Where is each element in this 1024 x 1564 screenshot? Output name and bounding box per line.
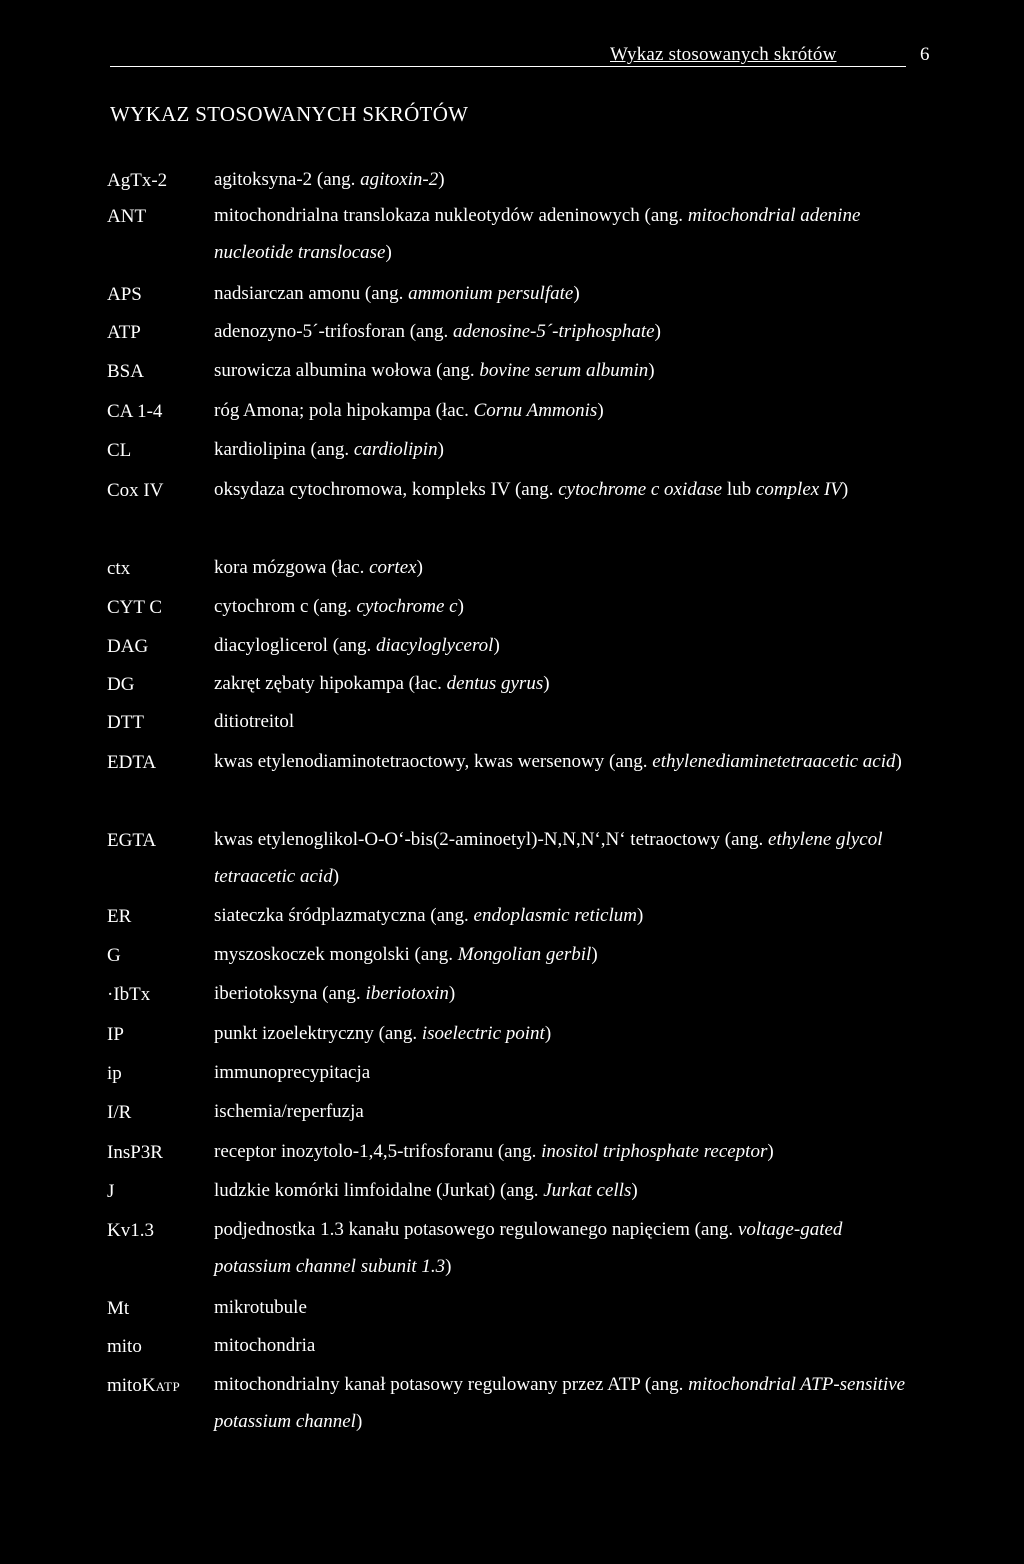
abbreviation-definition xyxy=(214,588,914,625)
abbreviation-definition xyxy=(214,897,914,934)
definition-text: ludzkie komórki limfoidalne (Jurkat) (ang. xyxy=(214,1180,544,1201)
abbreviation xyxy=(107,401,162,423)
abbreviation xyxy=(107,752,156,774)
abbreviation xyxy=(107,170,167,192)
definition-text: mitochondrialna translokaza nukleotydów adeninowych (ang. xyxy=(214,205,688,226)
abbreviation xyxy=(107,984,150,1006)
abbreviation xyxy=(107,284,142,306)
definition-italic-term: complex IV xyxy=(755,479,842,500)
abbreviation-text: J xyxy=(107,1181,115,1202)
abbreviation-text: ANT xyxy=(107,206,147,227)
definition-text: ) xyxy=(448,983,456,1004)
definition-text: adenozyno-5´-trifosforan (ang. xyxy=(214,321,453,342)
abbreviation-definition xyxy=(214,627,914,664)
abbreviation-text: I/R xyxy=(107,1102,132,1123)
abbreviation-text: CYT C xyxy=(107,597,163,618)
definition-text: diacyloglicerol (ang. xyxy=(214,635,376,656)
abbreviation-text: ·IbTx xyxy=(107,984,151,1005)
definition-italic-term: Jurkat cells xyxy=(543,1180,632,1201)
definition-text: ) xyxy=(648,360,655,381)
definition-italic-term: dentus gyrus xyxy=(446,673,544,694)
definition-text: ) xyxy=(841,479,849,500)
definition-italic-term: mitochondrial adenine nucleotide translocase xyxy=(214,205,861,263)
definition-italic-term: bovine serum albumin xyxy=(479,360,649,381)
definition-text: ) xyxy=(437,439,444,460)
definition-italic-term: voltage-gated potassium channel subunit 1.3 xyxy=(214,1219,843,1277)
abbreviation xyxy=(107,1102,131,1124)
definition-italic-term: Cornu Ammonis xyxy=(473,400,598,421)
abbreviation xyxy=(107,906,131,928)
abbreviation-definition xyxy=(214,275,914,312)
definition-italic-term: mitochondrial ATP-sensitive potassium channel xyxy=(214,1374,906,1432)
definition-text: ) xyxy=(445,1256,452,1277)
definition-italic-term: ethylene glycol tetraacetic acid xyxy=(214,829,883,887)
definition-italic-term: cytochrome c xyxy=(356,596,458,617)
abbreviation-text: DG xyxy=(107,674,135,695)
definition-text: mitochondrialny kanał potasowy regulowany przez ATP (ang. xyxy=(214,1374,689,1395)
definition-text: cytochrom c (ang. xyxy=(214,596,357,617)
definition-text: ) xyxy=(636,905,644,926)
definition-text: nadsiarczan amonu (ang. xyxy=(214,283,409,304)
abbreviation-text: APS xyxy=(107,284,142,305)
abbreviation-text: EDTA xyxy=(107,752,157,773)
abbreviation-text: ATP xyxy=(107,322,141,343)
abbreviation-definition xyxy=(214,821,914,895)
definition-italic-term: endoplasmic reticlum xyxy=(473,905,637,926)
definition-italic-term: adenosine-5´-triphosphate xyxy=(452,321,655,342)
running-title: Wykaz stosowanych skrótów xyxy=(610,44,837,65)
abbreviation xyxy=(107,1063,122,1085)
abbreviation xyxy=(107,1220,154,1242)
definition-text: immunoprecypitacja xyxy=(214,1062,371,1083)
definition-text: ischemia/reperfuzja xyxy=(214,1101,364,1122)
definition-text: ) xyxy=(416,557,423,578)
abbreviation-definition xyxy=(214,161,914,198)
definition-text: ) xyxy=(767,1141,774,1162)
abbreviation-text: G xyxy=(107,945,121,966)
abbreviation xyxy=(107,1142,163,1164)
abbreviation xyxy=(107,558,130,580)
definition-italic-term: ammonium persulfate xyxy=(408,283,574,304)
abbreviation xyxy=(107,1181,114,1203)
definition-text: myszoskoczek mongolski (ang. xyxy=(214,944,458,965)
abbreviation-definition xyxy=(214,549,914,586)
definition-text: surowicza albumina wołowa (ang. xyxy=(214,360,480,381)
definition-text: oksydaza cytochromowa, kompleks IV (ang. xyxy=(214,479,559,500)
definition-text: iberiotoksyna (ang. xyxy=(214,983,366,1004)
abbreviation xyxy=(107,1298,129,1320)
abbreviation-definition xyxy=(214,1211,914,1285)
abbreviation-text: BSA xyxy=(107,361,144,382)
definition-text: kora mózgowa (łac. xyxy=(214,557,370,578)
definition-text: ) xyxy=(543,673,550,694)
definition-text: ) xyxy=(332,866,340,887)
abbreviation-definition xyxy=(214,392,914,429)
abbreviation-text: InsP3R xyxy=(107,1142,163,1163)
definition-text: ) xyxy=(597,400,604,421)
abbreviation-text: ER xyxy=(107,906,132,927)
abbreviation-text: mitoK xyxy=(107,1375,156,1396)
abbreviation-definition xyxy=(214,936,914,973)
definition-text: receptor inozytolo-1,4,5-trifosforanu (ang. xyxy=(214,1141,542,1162)
definition-text: punkt izoelektryczny (ang. xyxy=(214,1023,422,1044)
abbreviation-definition xyxy=(214,1289,914,1326)
abbreviation xyxy=(107,1336,142,1358)
abbreviation-definition xyxy=(214,743,914,780)
definition-italic-term: isoelectric point xyxy=(421,1023,545,1044)
abbreviation xyxy=(107,480,163,502)
abbreviation xyxy=(107,712,144,734)
definition-text: róg Amona; pola hipokampa (łac. xyxy=(214,400,474,421)
abbreviation xyxy=(107,361,144,383)
abbreviation-definition xyxy=(214,703,914,740)
abbreviation-text: ip xyxy=(107,1063,122,1084)
definition-italic-term: ethylenediaminetetraacetic acid xyxy=(652,751,896,772)
definition-text: ) xyxy=(385,242,392,263)
definition-italic-term: cytochrome c oxidase xyxy=(558,479,723,500)
abbreviation-subscript: ATP xyxy=(155,1379,181,1394)
abbreviation-definition xyxy=(214,313,914,350)
abbreviation-definition xyxy=(214,1093,914,1130)
definition-text: mikrotubule xyxy=(214,1297,307,1318)
abbreviation-definition xyxy=(214,1327,914,1364)
abbreviation-text: CL xyxy=(107,440,132,461)
definition-text: ) xyxy=(438,169,445,190)
abbreviation-definition xyxy=(214,1015,914,1052)
abbreviation-text: AgTx-2 xyxy=(107,170,168,191)
abbreviation-definition xyxy=(214,975,914,1012)
abbreviation xyxy=(107,945,121,967)
definition-text: kardiolipina (ang. xyxy=(214,439,354,460)
definition-text: zakręt zębaty hipokampa (łac. xyxy=(214,673,447,694)
definition-text: ) xyxy=(544,1023,552,1044)
abbreviation xyxy=(107,1024,124,1046)
definition-text: siateczka śródplazmatyczna (ang. xyxy=(214,905,474,926)
abbreviation-text: CA 1-4 xyxy=(107,401,163,422)
definition-text: mitochondria xyxy=(214,1335,316,1356)
abbreviation xyxy=(107,322,141,344)
abbreviation-definition xyxy=(214,665,914,702)
definition-text: ) xyxy=(355,1411,363,1432)
definition-italic-term: cortex xyxy=(369,557,417,578)
abbreviation xyxy=(107,440,131,462)
abbreviation-definition xyxy=(214,352,914,389)
abbreviation-definition xyxy=(214,1366,914,1440)
definition-italic-term: iberiotoxin xyxy=(365,983,449,1004)
definition-text: ditiotreitol xyxy=(214,711,295,732)
definition-text: kwas etylenoglikol-O-O‘-bis(2-aminoetyl)-N,N,N‘,N‘ tetraoctowy (ang. xyxy=(214,829,769,850)
definition-text: ) xyxy=(895,751,902,772)
abbreviation xyxy=(107,636,148,658)
definition-text: ) xyxy=(457,596,464,617)
definition-italic-term: cardiolipin xyxy=(353,439,438,460)
abbreviation xyxy=(107,830,156,852)
definition-italic-term: Mongolian gerbil xyxy=(457,944,592,965)
abbreviation xyxy=(107,597,162,619)
abbreviation-definition xyxy=(214,471,914,508)
abbreviation-text: IP xyxy=(107,1024,124,1045)
abbreviation-text: DTT xyxy=(107,712,144,733)
definition-text: ) xyxy=(591,944,598,965)
definition-text: podjednostka 1.3 kanału potasowego regulowanego napięciem (ang. xyxy=(214,1219,738,1240)
definition-text: kwas etylenodiaminotetraoctowy, kwas wersenowy (ang. xyxy=(214,751,653,772)
abbreviation-text: Cox IV xyxy=(107,480,164,501)
definition-text: ) xyxy=(573,283,580,304)
abbreviation-definition xyxy=(214,1133,914,1170)
definition-text: ) xyxy=(631,1180,638,1201)
abbreviation-text: ctx xyxy=(107,558,131,579)
abbreviation-text: DAG xyxy=(107,636,149,657)
definition-italic-term: inositol triphosphate receptor xyxy=(541,1141,768,1162)
abbreviation xyxy=(107,206,146,228)
abbreviation-text: Kv1.3 xyxy=(107,1220,154,1241)
page-title: WYKAZ STOSOWANYCH SKRÓTÓW xyxy=(110,102,469,126)
abbreviation-text: Mt xyxy=(107,1298,130,1319)
page-number: 6 xyxy=(920,44,930,65)
abbreviation xyxy=(107,674,134,696)
definition-italic-term: diacyloglycerol xyxy=(375,635,494,656)
definition-text: ) xyxy=(493,635,500,656)
definition-text: lub xyxy=(722,479,756,500)
definition-text: ) xyxy=(654,321,661,342)
abbreviation-definition xyxy=(214,1172,914,1209)
abbreviation-text: EGTA xyxy=(107,830,157,851)
abbreviation xyxy=(107,1375,180,1397)
abbreviation-definition xyxy=(214,431,914,468)
abbreviation-text: mito xyxy=(107,1336,142,1357)
abbreviation-definition xyxy=(214,197,914,271)
definition-text: agitoksyna-2 (ang. xyxy=(214,169,361,190)
definition-italic-term: agitoxin-2 xyxy=(360,169,439,190)
abbreviation-definition xyxy=(214,1054,914,1091)
